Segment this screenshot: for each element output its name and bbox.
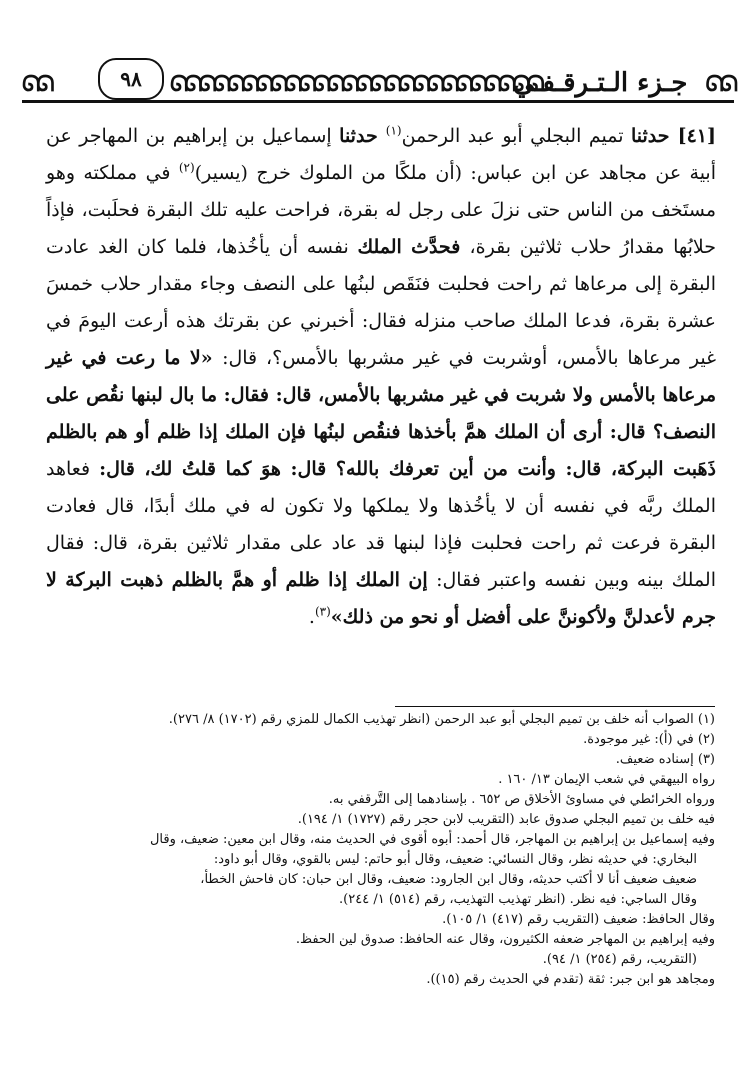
hadith-text: [46, 118, 716, 636]
story-text-2: نفسه أن يأخُذها، فلما كان الغد عادت البقرة إلى مرعاها ثم راحت فحلبت فنَقَص لبنُها على النصف وجاء مقدار حلاب خمسَ عشرة بقرة، فدعا الملك صاحب منزله فقال: أخبرني عن بقرتك هذه أرعت اليومَ في غير مرعاها بالأمس، أوشربت في غير مشربها بالأمس؟، قال:: [46, 236, 716, 369]
isnad-text: إسماعيل بن إبراهيم بن المهاجر عن أبية عن مجاهد عن ابن عباس: (أن ملكًا من الملوك خرج (يسير): [46, 125, 716, 184]
story-quote-2: إن الملك إذا ظلم أو همَّ بالظلم ذهبت البركة لا جرم لأعدلنَّ ولأكوننَّ على أفضل أو نحو من ذلك»: [46, 569, 716, 628]
header-row: [22, 60, 734, 100]
story-quote-1: «لا ما رعت في غير مرعاها بالأمس ولا شربت في غير مشربها بالأمس، قال: فقال: ما بال لبنها نقُص على النصف؟ قال: أرى أن الملك همَّ بأخذها فنقُص لبنُها فإن الملك إذا ظلم أو هم بالظلم ذَهَبت البركة، قال: وأنت من أين تعرفك بالله؟ قال: هوَ كما قلتُ لك، قال:: [46, 347, 716, 480]
narrator-1: تميم البجلي أبو عبد الرحمن: [401, 125, 631, 147]
hadith-paragraph: [46, 118, 716, 636]
footnote-line: البخاري: في حديثه نظر، وقال النسائي: ضعيف، وقال أبو حاتم: ليس بالقوي، وقال أبو داود:: [213, 852, 697, 867]
footnote-line: وفيه إبراهيم بن المهاجر ضعفه الكثيرون، وقال عنه الحافظ: صدوق لين الحفظ.: [295, 932, 715, 947]
footnote-3: (٣) إسناده ضعيف.: [615, 752, 715, 767]
story-emphasis-1: فحدَّث الملك: [357, 236, 470, 258]
footnote-line: ضعيف ضعيف أنا لا أكتب حديثه، وقال ابن الجارود: ضعيف، وقال ابن حبان: كان فاحش الخطأ،: [200, 872, 697, 887]
footnote-ref-3: (٣): [314, 604, 331, 619]
running-title: جـزء الـتـرقـفـي: [513, 68, 688, 98]
footnote-line: فيه خلف بن تميم البجلي صدوق عابد (التقريب لابن حجر رقم (١٧٢٧) ١/ ١٩٤).: [297, 812, 715, 827]
footnote-2: (٢) في (أ): غير موجودة.: [583, 732, 715, 747]
ornament-left-icon: ᘏᘏ: [22, 72, 51, 97]
page-number: ٩٨: [98, 58, 164, 100]
narration-verb-1: حدثنا: [630, 125, 678, 147]
end-mark: .: [308, 606, 315, 628]
footnote-1: (١) الصواب أنه خلف بن تميم البجلي أبو عبد الرحمن (انظر تهذيب الكمال للمزي رقم (١٧٠٢) ٨/ ٢٧٦).: [168, 712, 715, 727]
ornament-middle-icon: ᘏᘏᘏᘏᘏᘏᘏᘏᘏᘏᘏᘏᘏᘏᘏᘏᘏᘏᘏᘏᘏᘏᘏᘏᘏᘏ: [170, 72, 541, 97]
story-text-3: فعاهد الملك ربَّه في نفسه أن لا يأخُذها ولا يملكها ولا تكون له في ملك أبدًا، قال فعادت البقرة فرعت ثم راحت فحلبت فإذا لبنها قد عاد على مقدار ثلاثين بقرة، قال: فقال الملك بينه وبين نفسه واعتبر فقال:: [46, 458, 716, 591]
footnote-line: وقال الساجي: فيه نظر. (انظر تهذيب التهذيب، رقم (٥١٤) ١/ ٢٤٤).: [339, 892, 697, 907]
ornament-right-icon: ᘏᘏ: [705, 72, 734, 97]
footnote-line: ورواه الخرائطي في مساوئ الأخلاق ص ٦٥٢ . بإسنادهما إلى التَّرقفي به.: [328, 792, 715, 807]
footnote-line: رواه البيهقي في شعب الإيمان ١٣/ ١٦٠ .: [498, 772, 715, 787]
hadith-number: [٤١]: [677, 125, 716, 147]
footnote-line: وقال الحافظ: ضعيف (التقريب رقم (٤١٧) ١/ ١٠٥).: [442, 912, 715, 927]
header-rule: [22, 100, 734, 103]
footnotes: [30, 710, 715, 990]
narration-verb-2: حدثنا: [339, 125, 386, 147]
footnote-line: (التقريب، رقم (٢٥٤) ١/ ٩٤).: [542, 952, 697, 967]
story-text-1: في مملكته وهو مستَخف من الناس حتى نزلَ على رجل له بقرة، فراحت عليه تلك البقرة فحلَبت، فإذاً حلابُها مقدارُ حلاب ثلاثين بقرة،: [46, 162, 716, 258]
footnote-ref-1: (١): [385, 123, 402, 138]
footnote-ref-2: (٢): [178, 160, 195, 175]
footnote-line: وفيه إسماعيل بن إبراهيم بن المهاجر، قال أحمد: أبوه أقوى في الحديث منه، وقال ابن معين: ضعيف، وقال: [149, 832, 715, 847]
footnote-line: ومجاهد هو ابن جبر: ثقة (تقدم في الحديث رقم (١٥)).: [426, 972, 715, 987]
footnote-separator: [395, 706, 715, 707]
page-header: [22, 58, 734, 108]
